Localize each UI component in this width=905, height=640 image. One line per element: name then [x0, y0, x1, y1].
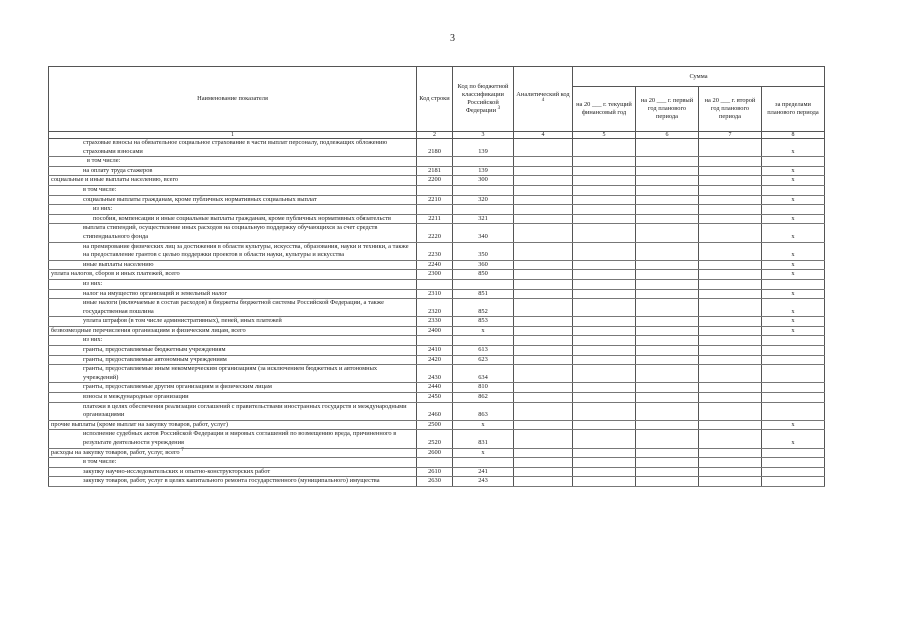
- row-sum-plan2: [699, 157, 762, 167]
- table-row: [49, 448, 825, 458]
- col-number: 4: [514, 132, 573, 139]
- row-name: платежи в целях обеспечения реализации соглашений с правительствами иностранных государств и международными организациями: [49, 402, 417, 420]
- row-code: 2230: [417, 242, 453, 260]
- row-analytic: [514, 402, 573, 420]
- row-analytic: [514, 139, 573, 157]
- table-row: [49, 402, 825, 420]
- row-sum-beyond: [762, 279, 825, 289]
- table-row: [49, 270, 825, 280]
- row-kbk: [453, 205, 514, 215]
- row-sum-current: [573, 214, 636, 224]
- row-sum-plan1: [636, 448, 699, 458]
- row-sum-beyond: x: [762, 260, 825, 270]
- row-sum-current: [573, 139, 636, 157]
- row-sum-beyond: x: [762, 317, 825, 327]
- row-code: 2181: [417, 166, 453, 176]
- row-sum-beyond: [762, 383, 825, 393]
- row-kbk: [453, 279, 514, 289]
- row-sum-current: [573, 448, 636, 458]
- row-sum-current: [573, 467, 636, 477]
- table-row: [49, 242, 825, 260]
- table-row: [49, 214, 825, 224]
- row-sum-beyond: [762, 205, 825, 215]
- row-sum-beyond: x: [762, 139, 825, 157]
- header-name: Наименование показателя: [49, 67, 417, 132]
- row-analytic: [514, 326, 573, 336]
- col-number: 1: [49, 132, 417, 139]
- col-number: 3: [453, 132, 514, 139]
- row-sum-current: [573, 195, 636, 205]
- row-name: взносы в международные организации: [49, 393, 417, 403]
- row-name: выплата стипендий, осуществление иных расходов на социальную поддержку обучающихся за счет средств стипендиального фонда: [49, 224, 417, 242]
- row-sum-plan2: [699, 420, 762, 430]
- row-sum-plan2: [699, 176, 762, 186]
- row-sum-current: [573, 420, 636, 430]
- row-analytic: [514, 355, 573, 365]
- row-code: [417, 205, 453, 215]
- row-kbk: 139: [453, 166, 514, 176]
- row-sum-plan1: [636, 346, 699, 356]
- row-sum-plan1: [636, 242, 699, 260]
- row-kbk: [453, 185, 514, 195]
- row-kbk: 853: [453, 317, 514, 327]
- row-sum-plan2: [699, 336, 762, 346]
- row-kbk: 634: [453, 365, 514, 383]
- row-code: 2600: [417, 448, 453, 458]
- row-name: из них:: [49, 205, 417, 215]
- row-analytic: [514, 448, 573, 458]
- row-sum-plan1: [636, 205, 699, 215]
- row-sum-current: [573, 270, 636, 280]
- row-kbk: 851: [453, 289, 514, 299]
- table-row: [49, 355, 825, 365]
- row-code: 2610: [417, 467, 453, 477]
- row-sum-current: [573, 430, 636, 448]
- row-sum-current: [573, 346, 636, 356]
- row-kbk: 831: [453, 430, 514, 448]
- row-sum-plan1: [636, 299, 699, 317]
- row-name: закупку научно-исследовательских и опытно-конструкторских работ: [49, 467, 417, 477]
- row-sum-plan1: [636, 139, 699, 157]
- table-row: [49, 477, 825, 487]
- row-sum-current: [573, 242, 636, 260]
- row-name: расходы на закупку товаров, работ, услуг, всего $^7$: [49, 448, 417, 458]
- row-sum-beyond: x: [762, 289, 825, 299]
- row-sum-plan2: [699, 393, 762, 403]
- col-number: 7: [699, 132, 762, 139]
- row-sum-beyond: x: [762, 224, 825, 242]
- row-code: 2440: [417, 383, 453, 393]
- row-code: 2450: [417, 393, 453, 403]
- row-sum-plan2: [699, 224, 762, 242]
- row-sum-plan1: [636, 467, 699, 477]
- row-sum-beyond: [762, 355, 825, 365]
- table-row: [49, 467, 825, 477]
- row-kbk: 850: [453, 270, 514, 280]
- row-name: гранты, предоставляемые другим организациям и физическим лицам: [49, 383, 417, 393]
- row-analytic: [514, 317, 573, 327]
- row-sum-beyond: [762, 477, 825, 487]
- row-name: на премирование физических лиц за достижения в области культуры, искусства, образования, науки и техники, а также на предоставление грантов с целью поддержки проектов в области науки, культуры и искусства: [49, 242, 417, 260]
- row-name: в том числе:: [49, 157, 417, 167]
- row-sum-plan2: [699, 260, 762, 270]
- row-name: прочие выплаты (кроме выплат на закупку товаров, работ, услуг): [49, 420, 417, 430]
- row-kbk: 243: [453, 477, 514, 487]
- row-analytic: [514, 299, 573, 317]
- row-code: 2200: [417, 176, 453, 186]
- row-sum-current: [573, 336, 636, 346]
- row-sum-beyond: x: [762, 176, 825, 186]
- row-sum-current: [573, 166, 636, 176]
- row-analytic: [514, 157, 573, 167]
- table-row: [49, 346, 825, 356]
- header-kbk: Код по бюджетной классификации Российской Федерации $^3$: [453, 67, 514, 132]
- table-row: [49, 326, 825, 336]
- row-sum-plan2: [699, 205, 762, 215]
- row-code: 2460: [417, 402, 453, 420]
- row-sum-plan2: [699, 195, 762, 205]
- row-sum-current: [573, 260, 636, 270]
- row-sum-plan1: [636, 289, 699, 299]
- row-kbk: 320: [453, 195, 514, 205]
- row-analytic: [514, 185, 573, 195]
- row-code: 2520: [417, 430, 453, 448]
- row-sum-plan2: [699, 346, 762, 356]
- row-code: 2420: [417, 355, 453, 365]
- row-sum-plan2: [699, 477, 762, 487]
- row-sum-beyond: [762, 467, 825, 477]
- row-sum-plan2: [699, 467, 762, 477]
- row-sum-plan2: [699, 299, 762, 317]
- row-sum-plan1: [636, 393, 699, 403]
- row-code: [417, 336, 453, 346]
- row-sum-plan1: [636, 157, 699, 167]
- row-sum-current: [573, 185, 636, 195]
- row-sum-beyond: x: [762, 420, 825, 430]
- row-name: в том числе:: [49, 458, 417, 468]
- row-code: 2320: [417, 299, 453, 317]
- row-sum-plan1: [636, 166, 699, 176]
- row-name: уплата штрафов (в том числе административных), пеней, иных платежей: [49, 317, 417, 327]
- row-sum-plan2: [699, 326, 762, 336]
- header-sum: Сумма: [573, 67, 825, 87]
- row-sum-current: [573, 393, 636, 403]
- row-name: иные выплаты населению: [49, 260, 417, 270]
- row-sum-current: [573, 157, 636, 167]
- row-sum-beyond: [762, 458, 825, 468]
- table-row: [49, 176, 825, 186]
- row-sum-plan1: [636, 458, 699, 468]
- row-kbk: [453, 458, 514, 468]
- row-name: гранты, предоставляемые бюджетным учреждениям: [49, 346, 417, 356]
- row-sum-current: [573, 365, 636, 383]
- row-kbk: 321: [453, 214, 514, 224]
- row-analytic: [514, 242, 573, 260]
- table-row: [49, 185, 825, 195]
- row-sum-plan2: [699, 365, 762, 383]
- row-code: 2240: [417, 260, 453, 270]
- table-row: [49, 260, 825, 270]
- row-sum-plan2: [699, 448, 762, 458]
- table-row: [49, 279, 825, 289]
- row-sum-beyond: [762, 448, 825, 458]
- row-code: [417, 157, 453, 167]
- row-name: закупку товаров, работ, услуг в целях капитального ремонта государственного (муниципального) имущества: [49, 477, 417, 487]
- row-sum-plan2: [699, 279, 762, 289]
- row-name: гранты, предоставляемые автономным учреждениям: [49, 355, 417, 365]
- row-kbk: 350: [453, 242, 514, 260]
- row-sum-plan1: [636, 355, 699, 365]
- row-sum-plan2: [699, 289, 762, 299]
- row-sum-beyond: x: [762, 166, 825, 176]
- table-row: [49, 195, 825, 205]
- row-code: 2330: [417, 317, 453, 327]
- col-number: 5: [573, 132, 636, 139]
- row-sum-beyond: [762, 157, 825, 167]
- row-analytic: [514, 393, 573, 403]
- row-kbk: 852: [453, 299, 514, 317]
- table-row: [49, 430, 825, 448]
- row-analytic: [514, 365, 573, 383]
- row-sum-beyond: [762, 393, 825, 403]
- row-analytic: [514, 224, 573, 242]
- row-code: 2430: [417, 365, 453, 383]
- row-kbk: 241: [453, 467, 514, 477]
- row-analytic: [514, 260, 573, 270]
- row-sum-current: [573, 205, 636, 215]
- financial-indicators-table: [48, 66, 825, 487]
- row-sum-beyond: x: [762, 195, 825, 205]
- row-kbk: x: [453, 448, 514, 458]
- row-code: 2210: [417, 195, 453, 205]
- row-sum-plan2: [699, 242, 762, 260]
- row-sum-plan2: [699, 355, 762, 365]
- col-number: 2: [417, 132, 453, 139]
- row-sum-plan1: [636, 270, 699, 280]
- row-sum-plan1: [636, 336, 699, 346]
- row-sum-plan1: [636, 279, 699, 289]
- table-row: [49, 393, 825, 403]
- row-sum-plan1: [636, 326, 699, 336]
- header-sum-plan2: на 20 ___ г. второй год планового периода: [699, 87, 762, 132]
- row-kbk: [453, 157, 514, 167]
- header-sum-current: на 20 ___ г. текущий финансовый год: [573, 87, 636, 132]
- row-sum-current: [573, 355, 636, 365]
- row-analytic: [514, 270, 573, 280]
- row-name: пособия, компенсации и иные социальные выплаты гражданам, кроме публичных нормативных обязательств: [49, 214, 417, 224]
- table-row: [49, 139, 825, 157]
- row-sum-plan1: [636, 260, 699, 270]
- row-sum-beyond: [762, 365, 825, 383]
- row-name: гранты, предоставляемые иным некоммерческим организациям (за исключением бюджетных и автономных учреждений): [49, 365, 417, 383]
- row-sum-plan2: [699, 166, 762, 176]
- row-sum-beyond: x: [762, 270, 825, 280]
- row-kbk: 139: [453, 139, 514, 157]
- row-sum-current: [573, 176, 636, 186]
- row-name: на оплату труда стажеров: [49, 166, 417, 176]
- row-code: 2500: [417, 420, 453, 430]
- row-sum-current: [573, 326, 636, 336]
- table-row: [49, 224, 825, 242]
- row-name: уплата налогов, сборов и иных платежей, всего: [49, 270, 417, 280]
- row-sum-current: [573, 289, 636, 299]
- row-sum-current: [573, 402, 636, 420]
- row-code: [417, 458, 453, 468]
- row-sum-beyond: [762, 402, 825, 420]
- header-analytic: Аналитический код $^4$: [514, 67, 573, 132]
- row-kbk: 810: [453, 383, 514, 393]
- row-sum-plan1: [636, 430, 699, 448]
- row-name: в том числе:: [49, 185, 417, 195]
- row-sum-current: [573, 317, 636, 327]
- header-sum-beyond: за пределами планового периода: [762, 87, 825, 132]
- row-analytic: [514, 205, 573, 215]
- row-sum-plan2: [699, 383, 762, 393]
- row-analytic: [514, 289, 573, 299]
- row-code: 2310: [417, 289, 453, 299]
- row-code: 2300: [417, 270, 453, 280]
- row-sum-beyond: [762, 346, 825, 356]
- row-kbk: 300: [453, 176, 514, 186]
- row-sum-current: [573, 224, 636, 242]
- row-sum-current: [573, 299, 636, 317]
- row-sum-plan2: [699, 185, 762, 195]
- row-sum-beyond: x: [762, 430, 825, 448]
- row-sum-current: [573, 279, 636, 289]
- row-sum-plan1: [636, 383, 699, 393]
- row-kbk: 360: [453, 260, 514, 270]
- row-sum-plan2: [699, 402, 762, 420]
- row-name: иные налоги (включаемые в состав расходов) в бюджеты бюджетной системы Российской Федерации, а также государственная пошлина: [49, 299, 417, 317]
- row-code: 2410: [417, 346, 453, 356]
- row-analytic: [514, 467, 573, 477]
- row-analytic: [514, 176, 573, 186]
- row-sum-plan2: [699, 214, 762, 224]
- row-analytic: [514, 214, 573, 224]
- row-sum-plan2: [699, 139, 762, 157]
- row-analytic: [514, 458, 573, 468]
- row-name: социальные и иные выплаты населению, всего: [49, 176, 417, 186]
- row-sum-plan1: [636, 185, 699, 195]
- row-analytic: [514, 336, 573, 346]
- table-row: [49, 336, 825, 346]
- table-row: [49, 317, 825, 327]
- row-sum-plan2: [699, 458, 762, 468]
- row-sum-plan1: [636, 317, 699, 327]
- row-sum-beyond: x: [762, 326, 825, 336]
- row-analytic: [514, 477, 573, 487]
- row-sum-beyond: [762, 185, 825, 195]
- row-sum-plan2: [699, 430, 762, 448]
- row-code: 2220: [417, 224, 453, 242]
- row-code: [417, 279, 453, 289]
- row-analytic: [514, 166, 573, 176]
- row-sum-plan1: [636, 477, 699, 487]
- row-code: 2630: [417, 477, 453, 487]
- row-sum-plan1: [636, 402, 699, 420]
- col-number: 6: [636, 132, 699, 139]
- row-analytic: [514, 195, 573, 205]
- header-code: Код строки: [417, 67, 453, 132]
- row-code: 2180: [417, 139, 453, 157]
- table-row: [49, 299, 825, 317]
- row-kbk: 623: [453, 355, 514, 365]
- table-row: [49, 205, 825, 215]
- row-analytic: [514, 279, 573, 289]
- row-sum-plan1: [636, 195, 699, 205]
- row-analytic: [514, 430, 573, 448]
- row-sum-plan1: [636, 214, 699, 224]
- row-sum-beyond: x: [762, 299, 825, 317]
- row-sum-plan1: [636, 176, 699, 186]
- row-sum-plan1: [636, 420, 699, 430]
- row-code: 2211: [417, 214, 453, 224]
- row-name: налог на имущество организаций и земельный налог: [49, 289, 417, 299]
- table-row: [49, 365, 825, 383]
- header-sum-plan1: на 20 ___ г. первый год планового периода: [636, 87, 699, 132]
- row-sum-plan1: [636, 365, 699, 383]
- table-row: [49, 420, 825, 430]
- row-analytic: [514, 420, 573, 430]
- row-sum-beyond: x: [762, 242, 825, 260]
- row-name: из них:: [49, 279, 417, 289]
- col-number: 8: [762, 132, 825, 139]
- row-name: исполнение судебных актов Российской Федерации и мировых соглашений по возмещению вреда, причиненного в результате деятельности учреждения: [49, 430, 417, 448]
- row-kbk: 863: [453, 402, 514, 420]
- row-code: 2400: [417, 326, 453, 336]
- table-row: [49, 157, 825, 167]
- table-row: [49, 458, 825, 468]
- row-sum-beyond: [762, 336, 825, 346]
- row-sum-beyond: x: [762, 214, 825, 224]
- row-name: социальные выплаты гражданам, кроме публичных нормативных социальных выплат: [49, 195, 417, 205]
- table-row: [49, 166, 825, 176]
- table-row: [49, 383, 825, 393]
- row-sum-current: [573, 458, 636, 468]
- row-sum-plan2: [699, 270, 762, 280]
- row-name: страховые взносы на обязательное социальное страхование в части выплат персоналу, подлежащих обложению страховыми взносами: [49, 139, 417, 157]
- row-kbk: x: [453, 420, 514, 430]
- row-name: безвозмездные перечисления организациям и физическим лицам, всего: [49, 326, 417, 336]
- row-kbk: [453, 336, 514, 346]
- row-sum-plan1: [636, 224, 699, 242]
- row-sum-plan2: [699, 317, 762, 327]
- table-row: [49, 289, 825, 299]
- row-sum-current: [573, 477, 636, 487]
- row-kbk: 340: [453, 224, 514, 242]
- row-analytic: [514, 346, 573, 356]
- row-analytic: [514, 383, 573, 393]
- row-name: из них:: [49, 336, 417, 346]
- row-kbk: x: [453, 326, 514, 336]
- row-kbk: 613: [453, 346, 514, 356]
- page-number: 3: [450, 33, 455, 44]
- row-sum-current: [573, 383, 636, 393]
- row-kbk: 862: [453, 393, 514, 403]
- row-code: [417, 185, 453, 195]
